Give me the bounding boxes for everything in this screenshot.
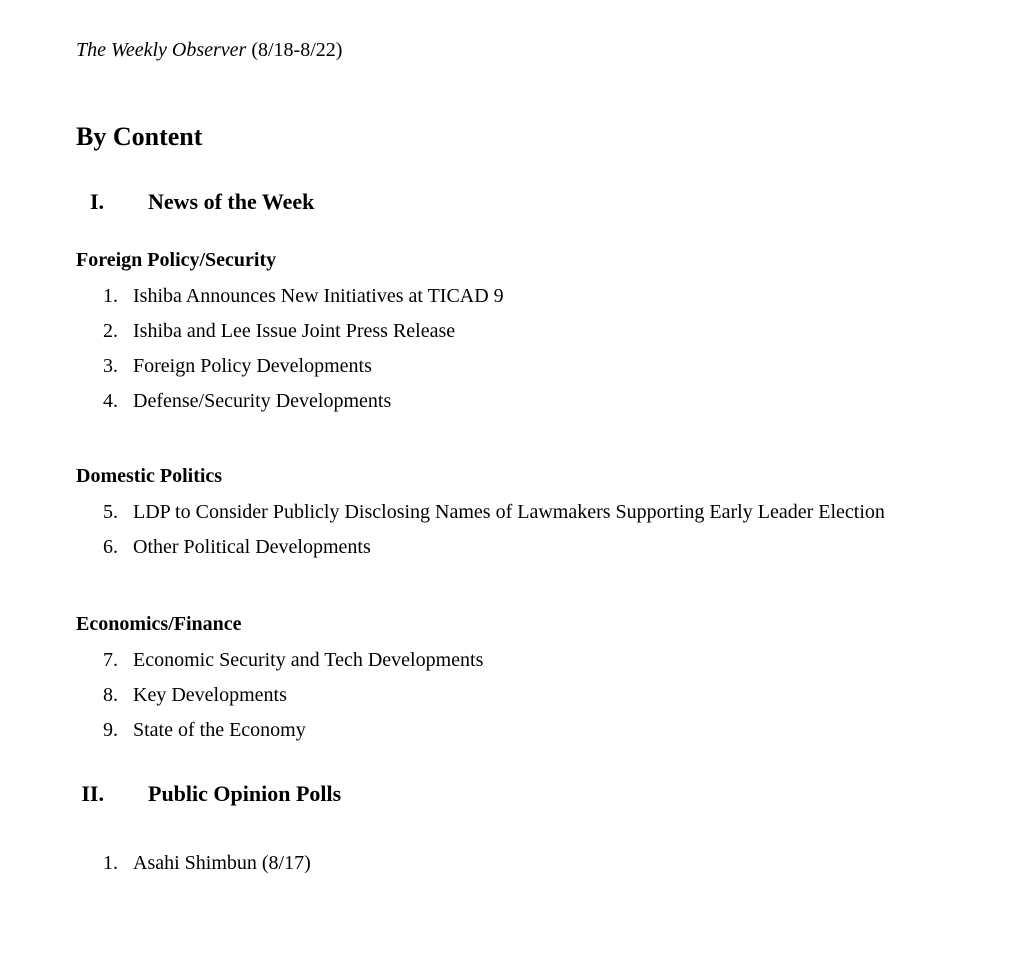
list-item [76,846,973,881]
item-number: 7. [103,649,118,671]
item-number: 6. [103,536,118,558]
toc-list-public-opinion-polls [76,846,973,881]
list-item [76,384,973,419]
item-text: Ishiba Announces New Initiatives at TICAD 9 [133,285,504,307]
item-text: Foreign Policy Developments [133,355,372,377]
item-text: Other Political Developments [133,536,371,558]
item-text: Defense/Security Developments [133,390,392,412]
section-title: Public Opinion Polls [148,781,342,806]
item-text: LDP to Consider Publicly Disclosing Names of Lawmakers Supporting Early Leader Election [133,501,885,523]
item-number: 4. [103,390,118,412]
item-number: 3. [103,355,118,377]
list-item [76,349,973,384]
toc-list-economics-finance [76,643,973,748]
item-number: 5. [103,501,118,523]
section-title: News of the Week [148,189,315,214]
publication-title: The Weekly Observer [76,39,247,61]
list-item [76,495,973,530]
item-number: 9. [103,719,118,741]
item-text: Key Developments [133,684,287,706]
toc-list-foreign-policy-security [76,279,973,419]
item-number: 1. [103,852,118,874]
publication-date-range: (8/18-8/22) [251,39,343,61]
section-heading-news-of-the-week [76,187,973,216]
page-title: By Content [76,122,203,151]
section-numeral: I. [89,189,104,214]
toc-list-domestic-politics [76,495,973,565]
item-number: 8. [103,684,118,706]
publication-line [76,38,973,63]
item-number: 1. [103,285,118,307]
list-item [76,279,973,314]
group-heading-domestic-politics: Domestic Politics [76,465,223,487]
group-heading-economics-finance: Economics/Finance [76,613,242,635]
list-item [76,713,973,748]
list-item [76,678,973,713]
item-text: State of the Economy [133,719,306,741]
list-item [76,643,973,678]
item-text: Economic Security and Tech Developments [133,649,484,671]
section-numeral: II. [81,781,104,806]
list-item [76,314,973,349]
section-heading-public-opinion-polls [76,779,973,808]
item-text: Ishiba and Lee Issue Joint Press Release [133,320,456,342]
group-heading-foreign-policy-security: Foreign Policy/Security [76,249,277,271]
item-number: 2. [103,320,118,342]
list-item [76,530,973,565]
item-text: Asahi Shimbun (8/17) [133,852,311,874]
